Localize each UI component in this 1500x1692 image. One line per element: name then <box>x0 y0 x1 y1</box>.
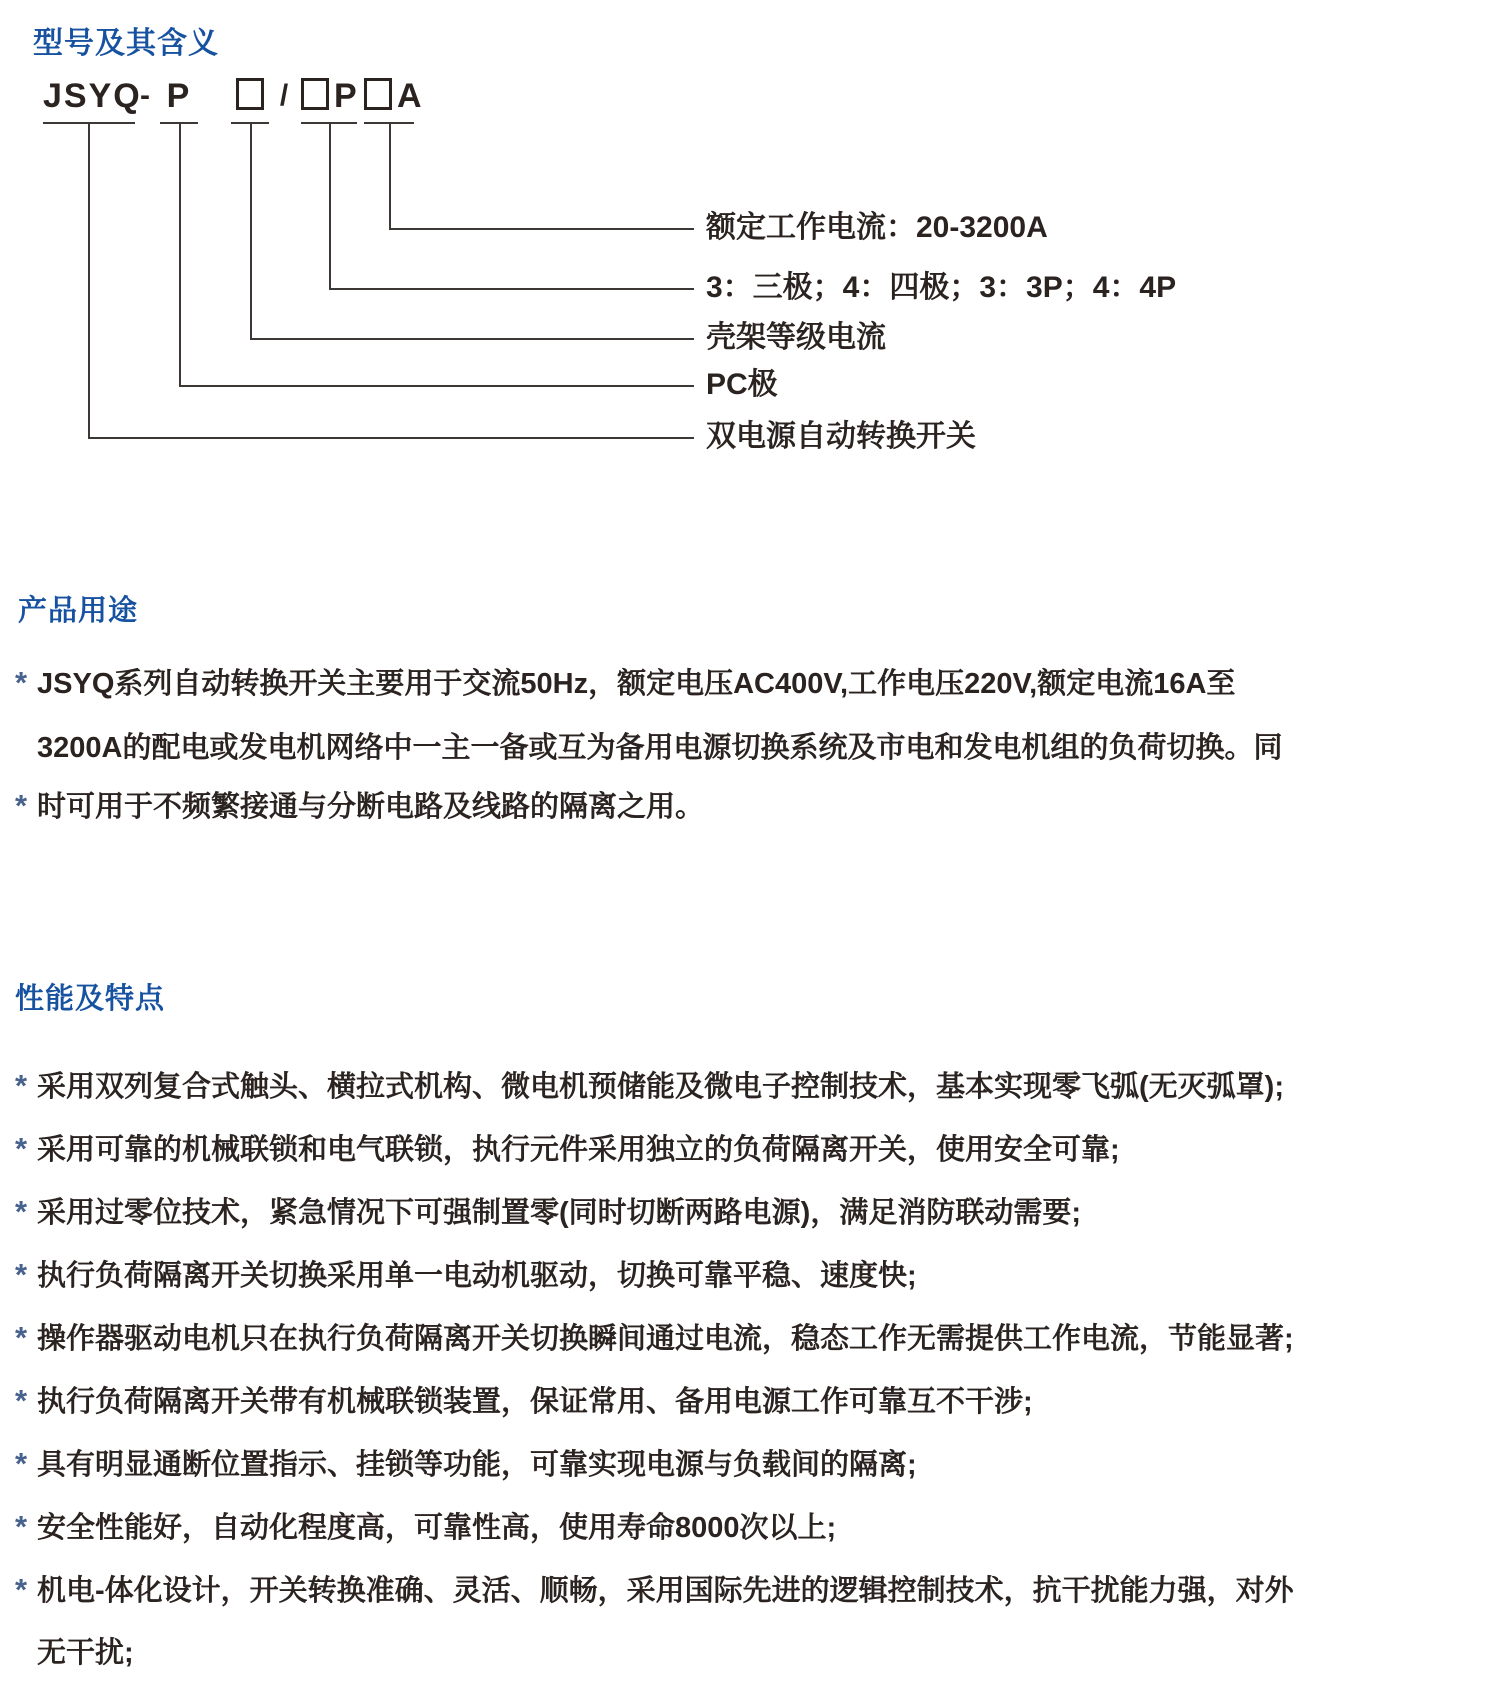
connector-hline-frame <box>250 338 694 340</box>
model-code-current-text: A <box>397 77 424 115</box>
model-code-series <box>43 76 142 124</box>
feature-item <box>15 1573 1294 1608</box>
feature-item <box>15 1069 1284 1104</box>
bullet-star-marker: * <box>15 1446 28 1481</box>
usage-line <box>37 731 1282 765</box>
bullet-star-marker: * <box>15 788 28 823</box>
connector-hline-poles <box>329 288 694 290</box>
feature-item-text: 采用可靠的机械联锁和电气联锁，执行元件采用独立的负荷隔离开关，使用安全可靠; <box>37 1134 1120 1166</box>
model-label-frame-current: 壳架等级电流 <box>706 321 886 354</box>
bullet-star-marker: * <box>15 1131 28 1166</box>
feature-item-text: 采用过零位技术，紧急情况下可强制置零(同时切断两路电源)，满足消防联动需要; <box>37 1197 1081 1229</box>
feature-item <box>15 1132 1120 1167</box>
feature-item <box>15 1384 1033 1419</box>
usage-line <box>15 789 704 824</box>
connector-hline-series <box>88 437 694 439</box>
feature-item-text: 机电-体化设计，开关转换准确、灵活、顺畅，采用国际先进的逻辑控制技术，抗干扰能力强，对外 <box>37 1575 1294 1607</box>
connector-hline-current <box>389 228 694 230</box>
bullet-star-marker: * <box>15 1194 28 1229</box>
model-section-heading: 型号及其含义 <box>33 27 219 60</box>
connector-vline-frame <box>250 122 252 338</box>
model-code-pole-type <box>160 76 198 124</box>
connector-vline-pole-type <box>179 122 181 385</box>
feature-item <box>15 1321 1294 1356</box>
feature-item-text: 安全性能好，自动化程度高，可靠性高，使用寿命8000次以上; <box>37 1512 837 1544</box>
usage-line-text: JSYQ系列自动转换开关主要用于交流50Hz，额定电压AC400V,工作电压220V,额定电流16A至 <box>37 668 1236 700</box>
connector-hline-pole-type <box>179 385 694 387</box>
connector-vline-current <box>389 122 391 228</box>
feature-item-wrap <box>37 1636 134 1670</box>
model-code-poles-text: P <box>334 77 359 115</box>
feature-item <box>15 1258 917 1293</box>
model-label-pc-pole: PC极 <box>706 368 778 401</box>
bullet-star-marker: * <box>15 1383 28 1418</box>
model-code-slash: / <box>279 79 289 112</box>
feature-item <box>15 1447 917 1482</box>
model-label-ats: 双电源自动转换开关 <box>706 420 976 453</box>
features-section-heading: 性能及特点 <box>15 983 166 1015</box>
feature-item-text: 操作器驱动电机只在执行负荷隔离开关切换瞬间通过电流，稳态工作无需提供工作电流，节能显著; <box>37 1323 1294 1355</box>
bullet-star-marker: * <box>15 1509 28 1544</box>
bullet-star-marker: * <box>15 1257 28 1292</box>
usage-section-heading: 产品用途 <box>18 595 139 627</box>
bullet-star-marker: * <box>15 1572 28 1607</box>
feature-item <box>15 1510 836 1545</box>
connector-vline-series <box>88 122 90 437</box>
feature-item-text: 无干扰; <box>37 1637 134 1669</box>
feature-item <box>15 1195 1081 1230</box>
bullet-star-marker: * <box>15 665 28 700</box>
model-label-poles: 3：三极；4：四极；3：3P；4：4P <box>706 271 1177 304</box>
model-code-poles <box>301 76 357 124</box>
placeholder-box-icon <box>364 78 392 110</box>
model-code-current <box>364 76 424 124</box>
usage-line-text: 3200A的配电或发电机网络中一主一备或互为备用电源切换系统及市电和发电机组的负荷切换。同 <box>37 732 1283 764</box>
model-code-dash: - <box>140 79 150 112</box>
model-code-frame-current <box>231 76 269 124</box>
feature-item-text: 采用双列复合式触头、横拉式机构、微电机预储能及微电子控制技术，基本实现零飞弧(无灭弧罩); <box>37 1071 1284 1103</box>
feature-item-text: 执行负荷隔离开关切换采用单一电动机驱动，切换可靠平稳、速度快; <box>37 1260 917 1292</box>
bullet-star-marker: * <box>15 1320 28 1355</box>
feature-item-text: 执行负荷隔离开关带有机械联锁装置，保证常用、备用电源工作可靠互不干涉; <box>37 1386 1033 1418</box>
connector-vline-poles <box>329 122 331 288</box>
feature-item-text: 具有明显通断位置指示、挂锁等功能，可靠实现电源与负载间的隔离; <box>37 1449 917 1481</box>
usage-line-text: 时可用于不频繁接通与分断电路及线路的隔离之用。 <box>37 791 705 823</box>
usage-line <box>15 666 1235 701</box>
model-code-pole-type-text: P <box>166 77 192 115</box>
placeholder-box-icon <box>236 78 264 110</box>
placeholder-box-icon <box>301 78 329 110</box>
model-code-series-text: JSYQ <box>43 77 142 115</box>
bullet-star-marker: * <box>15 1068 28 1103</box>
model-label-rated-current: 额定工作电流：20-3200A <box>706 211 1048 244</box>
